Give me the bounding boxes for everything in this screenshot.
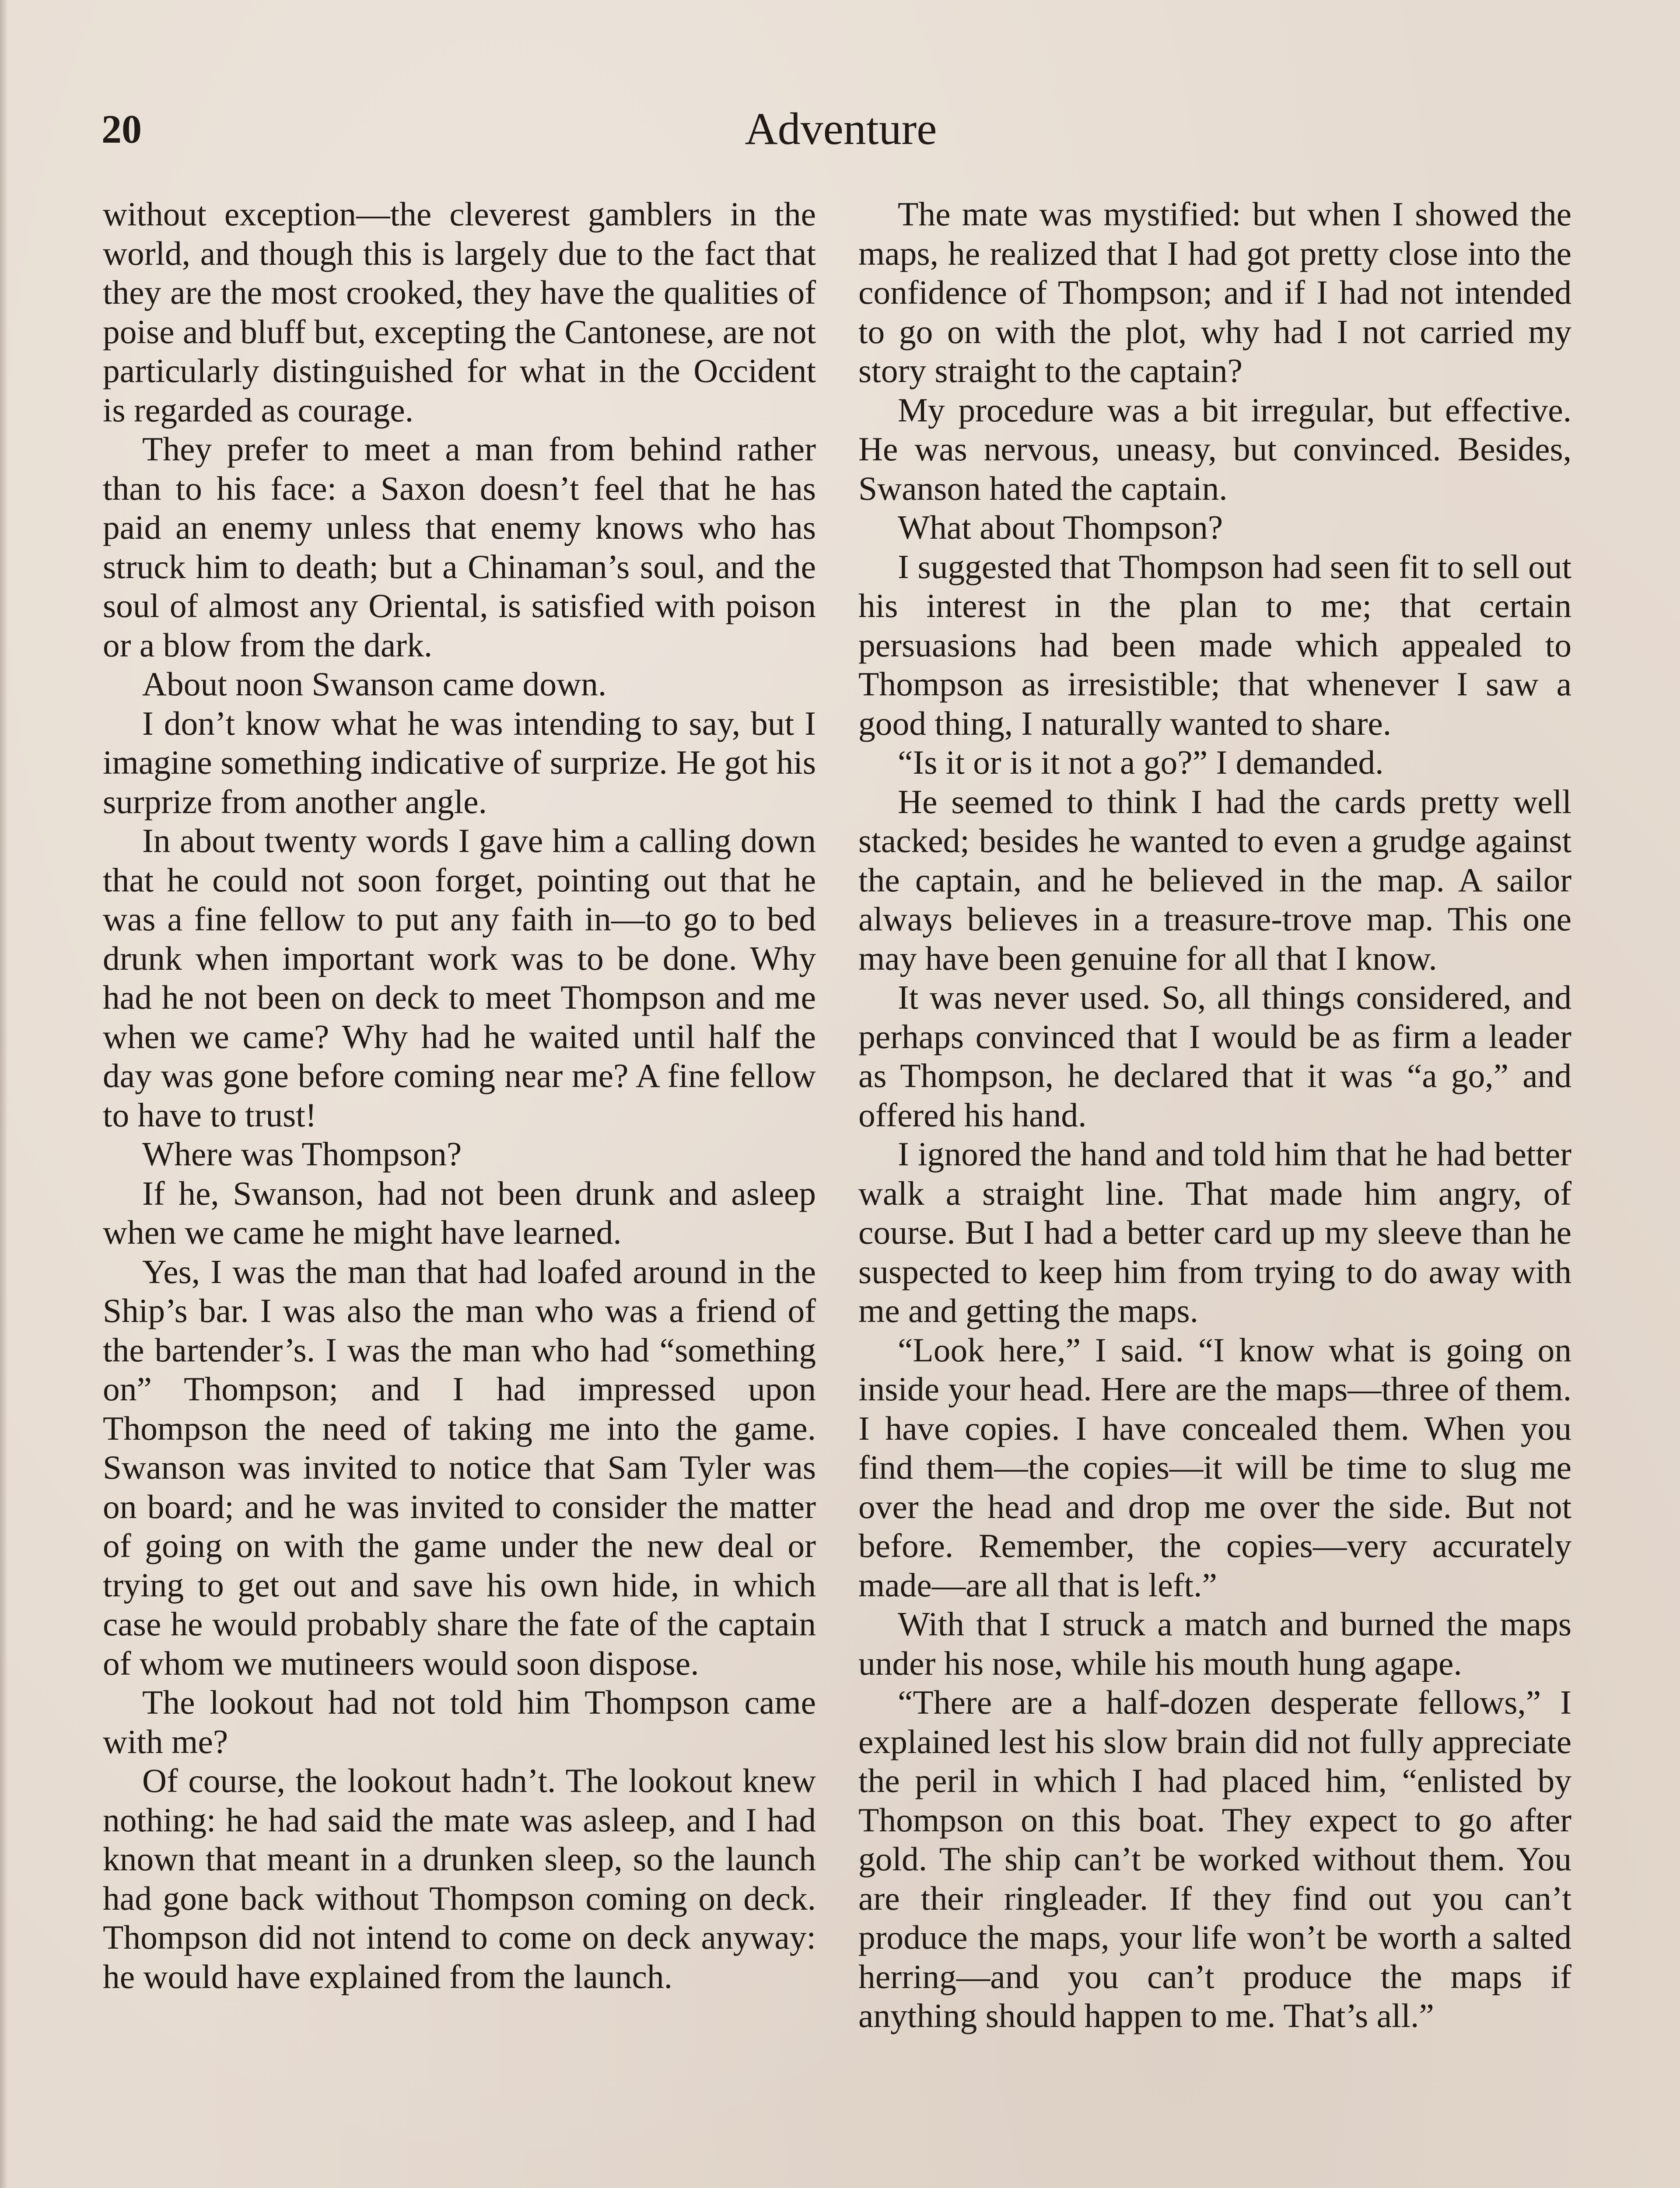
paragraph: The lookout had not told him Thompson came with me? xyxy=(103,1683,816,1760)
paragraph: Where was Thompson? xyxy=(142,1135,462,1173)
paragraph: He seemed to think I had the cards pretty well stacked; besides he wanted to even a grudge against the captain, and he believed in the map. A sailor always believes in a treasure-trove map. This one may have been genuine for all that I know. xyxy=(858,782,1572,977)
paragraph: “There are a half-dozen desperate fellows,” I explained lest his slow brain did not fully appreciate the peril in which I had placed him, “enlisted by Thompson on this boat. They expect to go after gold. The ship can’t be worked without them. You are their ringleader. If they find out you can’t produce the maps, your life won’t be worth a salted herring—and you can’t produce the maps if anything should happen to me. That’s all.” xyxy=(858,1683,1572,2034)
paragraph: It was never used. So, all things considered, and perhaps convinced that I would be as firm a leader as Thompson, he declared that it was “a go,” and offered his hand. xyxy=(858,978,1572,1134)
paragraph: About noon Swanson came down. xyxy=(142,665,607,703)
paragraph: “Look here,” I said. “I know what is going on inside your head. Here are the maps—three of them. I have copies. I have concealed them. When you find them—the copies—it will be time to slug me over the head and drop me over the side. But not before. Remember, the copies—very accurately made—are all that is left.” xyxy=(858,1331,1572,1604)
page-header xyxy=(102,101,1580,158)
paragraph: I suggested that Thompson had seen fit to sell out his interest in the plan to me; that certain persuasions had been made which appealed to Thompson as irresistible; that whenever I saw a good thing, I naturally wanted to share. xyxy=(858,547,1572,742)
page-edge-shadow xyxy=(0,0,8,2188)
paragraph: I don’t know what he was intending to say, but I imagine something indicative of surprize. He got his surprize from another angle. xyxy=(103,704,816,820)
paragraph: My procedure was a bit irregular, but effective. He was nervous, uneasy, but convinced. Besides, Swanson hated the captain. xyxy=(858,391,1572,507)
right-column xyxy=(858,195,1572,2036)
paragraph: “Is it or is it not a go?” I demanded. xyxy=(898,743,1384,781)
paragraph: With that I struck a match and burned the maps under his nose, while his mouth hung agape. xyxy=(858,1605,1572,1682)
running-head-title: Adventure xyxy=(745,104,937,154)
paragraph: What about Thompson? xyxy=(898,508,1223,546)
paragraph: Of course, the lookout hadn’t. The lookout knew nothing: he had said the mate was asleep, and I had known that meant in a drunken sleep, so the launch had gone back without Thompson coming on deck. Thompson did not intend to come on deck anyway: he would have explained from the launch. xyxy=(103,1762,816,1995)
paragraph: without exception—the cleverest gamblers in the world, and though this is largely due to the fact that they are the most crooked, they have the qualities of poise and bluff but, excepting the Cantonese, are not particularly distinguished for what in the Occident is regarded as courage. xyxy=(103,195,816,429)
paragraph: Yes, I was the man that had loafed around in the Ship’s bar. I was also the man who was a friend of the bartender’s. I was the man who had “something on” Thompson; and I had impressed upon Thompson the need of taking me into the game. Swanson was invited to notice that Sam Tyler was on board; and he was invited to consider the matter of going on with the game under the new deal or trying to get out and save his own hide, in which case he would probably share the fate of the captain of whom we mutineers would soon dispose. xyxy=(103,1252,816,1682)
paragraph: They prefer to meet a man from behind rather than to his face: a Saxon doesn’t feel that he has paid an enemy unless that enemy knows who has struck him to death; but a Chinaman’s soul, and the soul of almost any Oriental, is satisfied with poison or a blow from the dark. xyxy=(103,430,816,664)
page-number: 20 xyxy=(102,107,142,151)
paragraph: I ignored the hand and told him that he had better walk a straight line. That made him angry, of course. But I had a better card up my sleeve than he suspected to keep him from trying to do away with me and getting the maps. xyxy=(858,1135,1572,1329)
left-column xyxy=(103,195,816,1996)
paragraph: The mate was mystified: but when I showed the maps, he realized that I had got pretty close into the confidence of Thompson; and if I had not intended to go on with the plot, why had I not carried my story straight to the captain? xyxy=(858,195,1572,389)
paragraph: If he, Swanson, had not been drunk and asleep when we came he might have learned. xyxy=(103,1174,816,1251)
paragraph: In about twenty words I gave him a calling down that he could not soon forget, pointing out that he was a fine fellow to put any faith in—to go to bed drunk when important work was to be done. Why had he not been on deck to meet Thompson and me when we came? Why had he waited until half the day was gone before coming near me? A fine fellow to have to trust! xyxy=(103,822,816,1134)
